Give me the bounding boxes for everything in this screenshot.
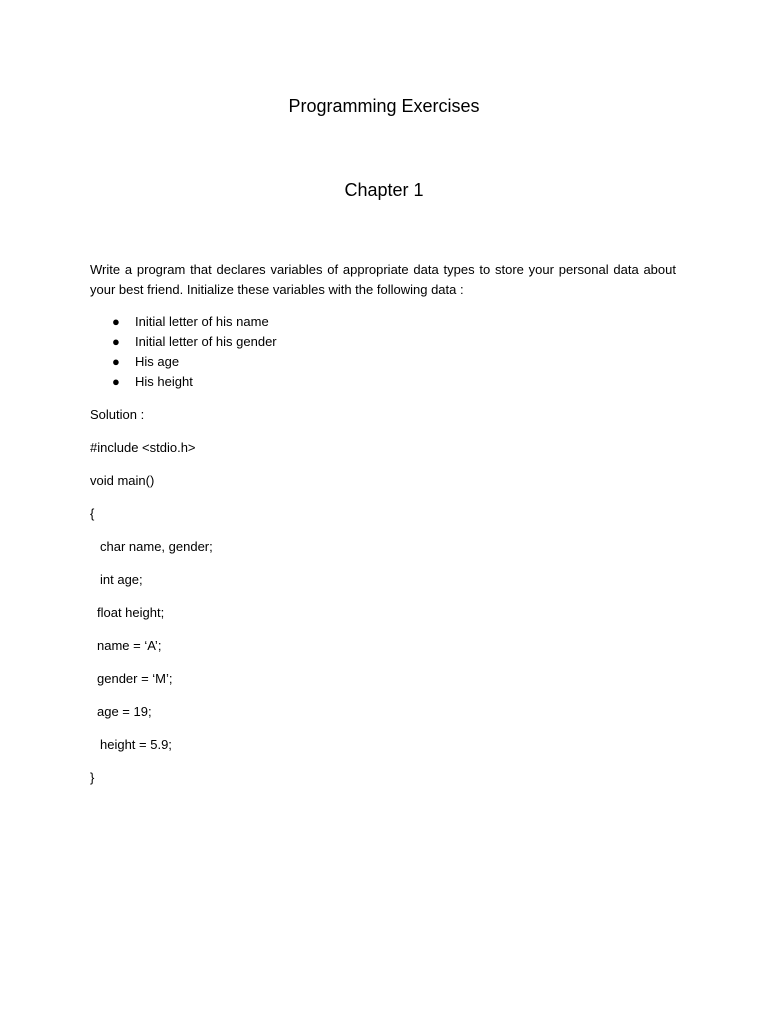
- code-line: char name, gender;: [100, 539, 213, 554]
- list-item: [90, 372, 277, 392]
- document-title: Programming Exercises: [288, 96, 480, 116]
- code-line: int age;: [100, 572, 143, 587]
- list-item: [90, 332, 277, 352]
- list-item: [90, 312, 277, 332]
- list-item-text: Initial letter of his gender: [135, 334, 277, 349]
- requirements-list: [90, 312, 277, 392]
- code-line: #include <stdio.h>: [90, 440, 196, 455]
- code-line: void main(): [90, 473, 155, 488]
- bullet-icon: ●: [112, 354, 120, 369]
- list-item-text: Initial letter of his name: [135, 314, 269, 329]
- code-line: name = ‘A’;: [97, 638, 162, 653]
- code-line: gender = ‘M’;: [97, 671, 173, 686]
- solution-label: Solution :: [90, 407, 145, 422]
- bullet-icon: ●: [112, 314, 120, 329]
- bullet-icon: ●: [112, 334, 120, 349]
- exercise-description: Write a program that declares variables of appropriate data types to store your personal data about your best friend. Initialize these variables with the following data :: [90, 262, 676, 297]
- list-item: [90, 352, 277, 372]
- bullet-icon: ●: [112, 374, 120, 389]
- chapter-heading: Chapter 1: [344, 180, 424, 200]
- list-item-text: His height: [135, 374, 193, 389]
- code-line: age = 19;: [97, 704, 152, 719]
- code-line: height = 5.9;: [100, 737, 172, 752]
- code-line: {: [90, 506, 95, 521]
- code-line: }: [90, 770, 95, 785]
- list-item-text: His age: [135, 354, 180, 369]
- code-line: float height;: [97, 605, 165, 620]
